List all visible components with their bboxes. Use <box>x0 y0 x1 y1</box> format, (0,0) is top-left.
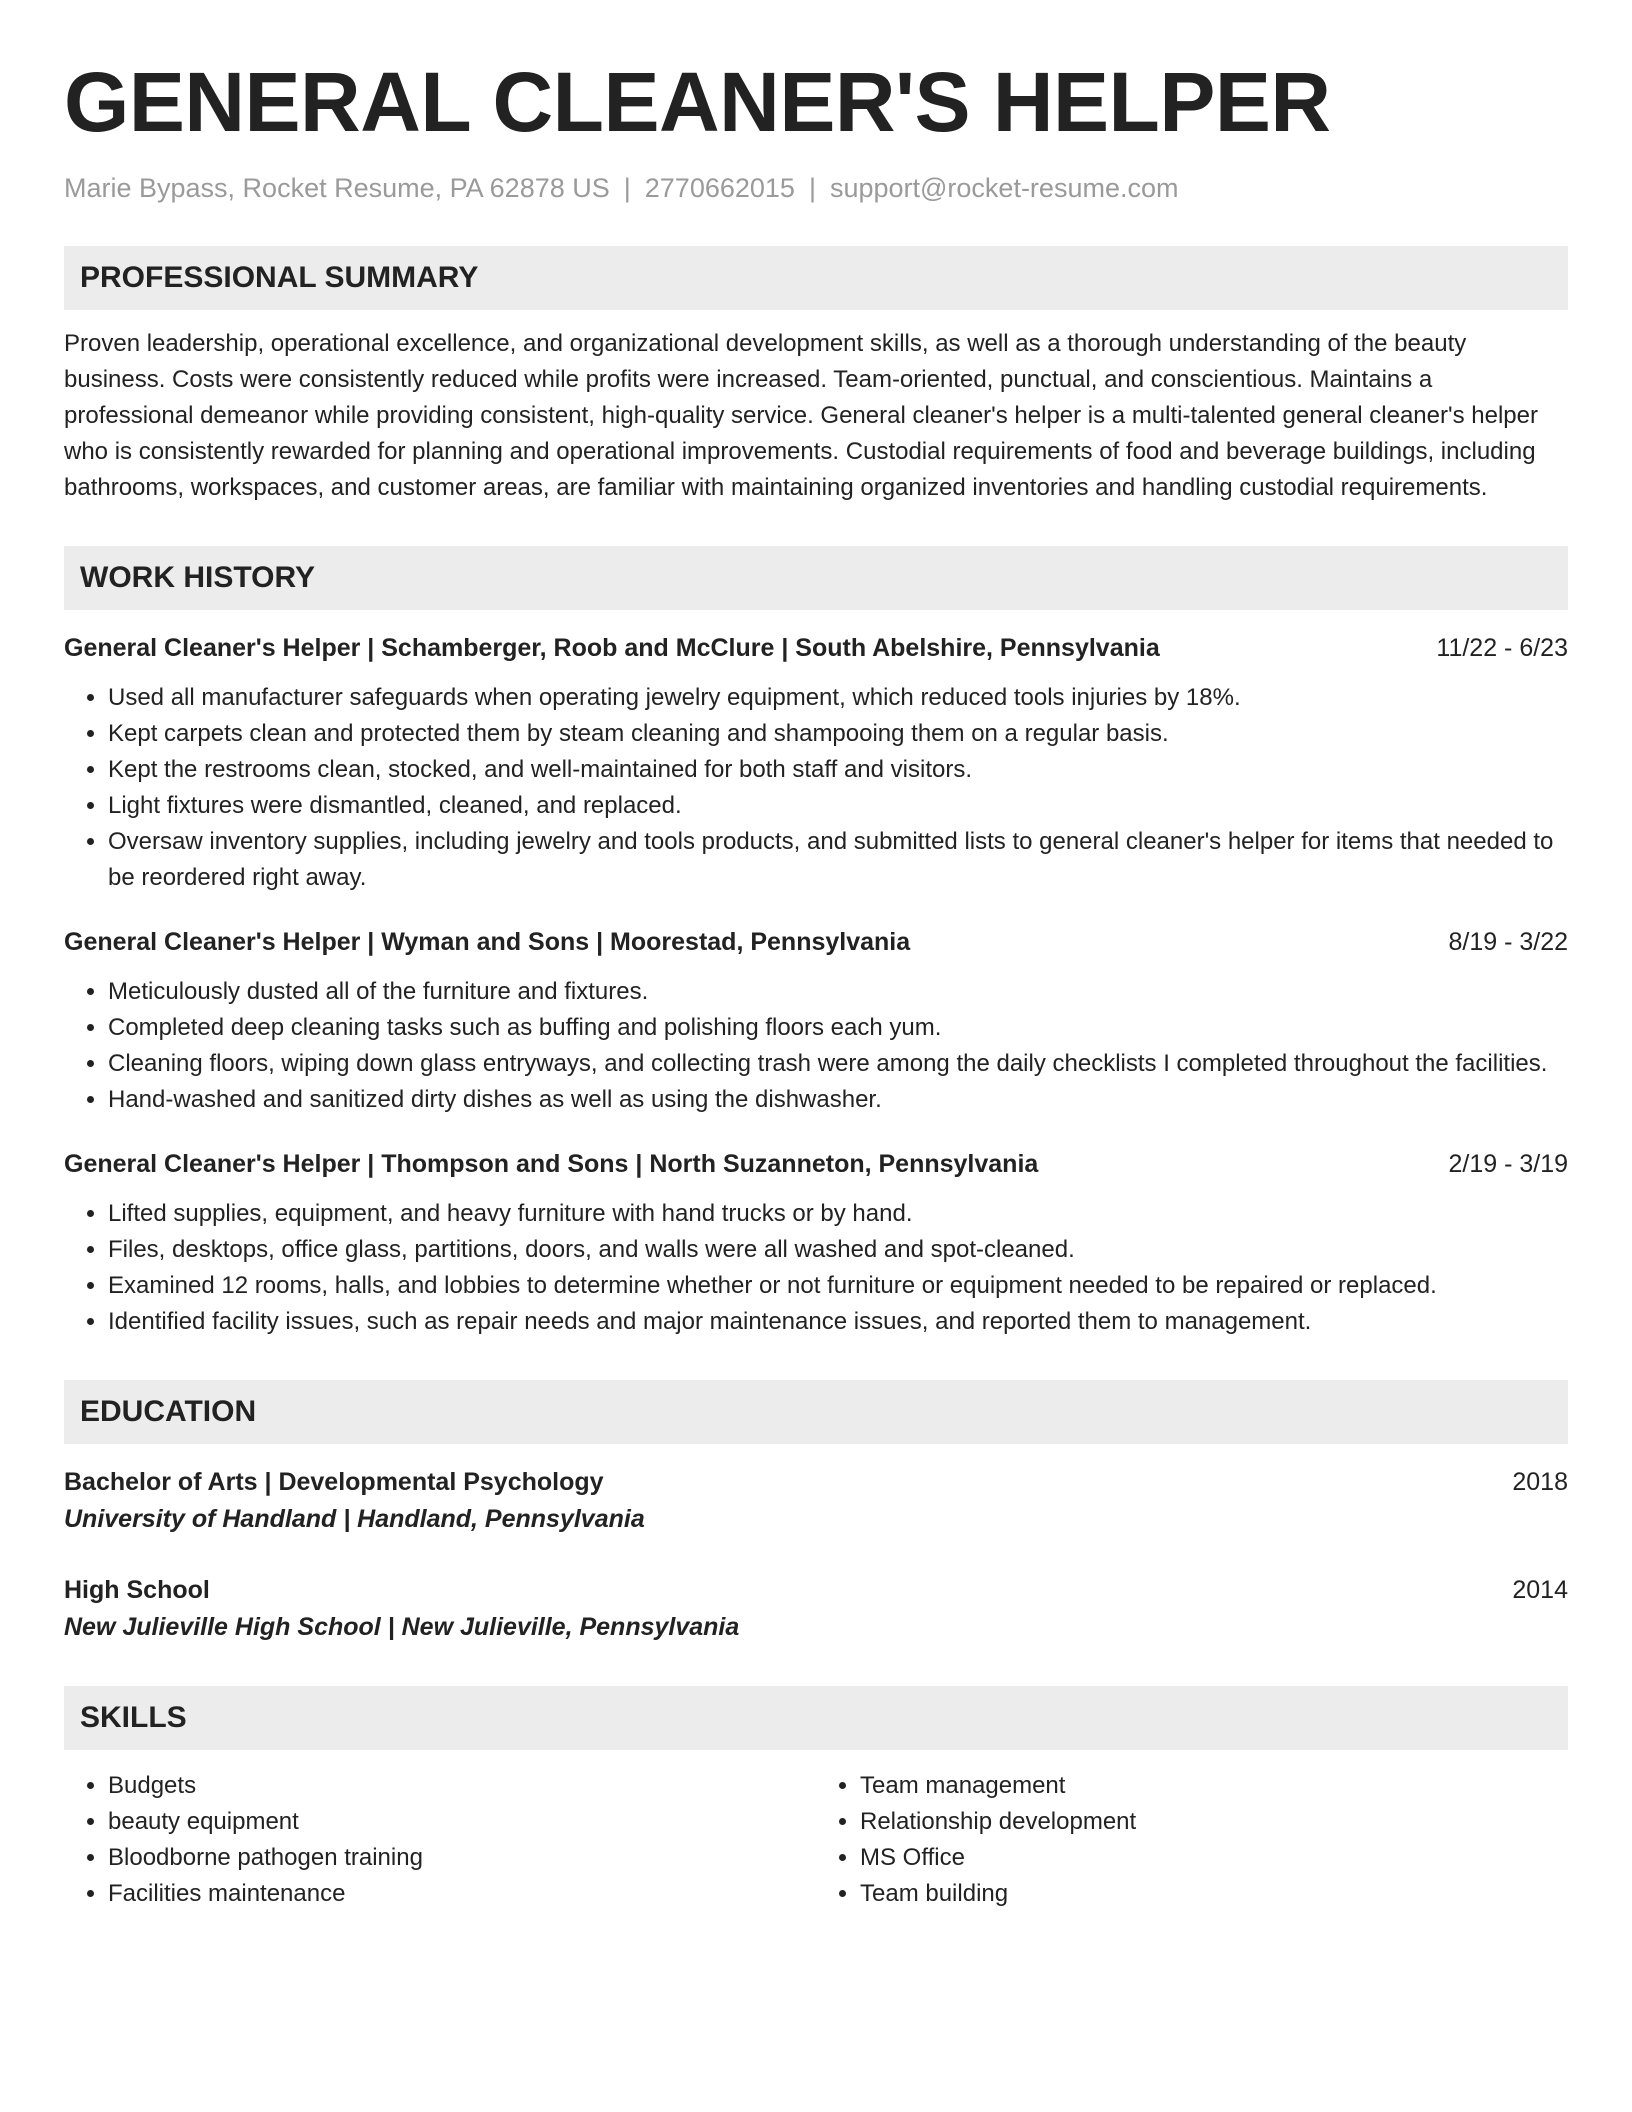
skill-item: • beauty equipment <box>108 1804 816 1840</box>
job-entry <box>64 630 1568 896</box>
job-header <box>64 1146 1568 1182</box>
job-bullet: • Used all manufacturer safeguards when operating jewelry equipment, which reduced tools injuries by 18%. <box>108 680 1568 716</box>
job-bullet: • Identified facility issues, such as repair needs and major maintenance issues, and reported them to management. <box>108 1304 1568 1340</box>
education-header <box>64 1572 1568 1608</box>
job-dates: 11/22 - 6/23 <box>1436 634 1568 662</box>
skill-item: • Team building <box>860 1876 1568 1912</box>
job-title: General Cleaner's Helper | Schamberger, Roob and McClure | South Abelshire, Pennsylvania <box>64 634 1160 662</box>
job-entry <box>64 1146 1568 1340</box>
job-entry <box>64 924 1568 1118</box>
job-bullet: • Kept the restrooms clean, stocked, and well-maintained for both staff and visitors. <box>108 752 1568 788</box>
job-bullet: • Meticulously dusted all of the furniture and fixtures. <box>108 974 1568 1010</box>
job-bullets <box>64 680 1568 896</box>
summary-text: Proven leadership, operational excellence, and organizational development skills, as well as a thorough understanding of the beauty business. Costs were consistently reduced while profits were increased. Team-oriented, punctual, and conscientious. Maintains a professional demeanor while providing consistent, high-quality service. General cleaner's helper is a multi-talented general cleaner's helper who is consistently rewarded for planning and operational improvements. Custodial requirements of food and beverage buildings, including bathrooms, workspaces, and customer areas, are familiar with maintaining organized inventories and handling custodial requirements. <box>64 330 1538 501</box>
job-bullet: • Lifted supplies, equipment, and heavy furniture with hand trucks or by hand. <box>108 1196 1568 1232</box>
education-school: University of Handland | Handland, Pennsylvania <box>64 1505 645 1533</box>
education-year: 2018 <box>1512 1468 1568 1496</box>
education-degree: High School <box>64 1576 210 1604</box>
job-bullet: • Completed deep cleaning tasks such as buffing and polishing floors each yum. <box>108 1010 1568 1046</box>
job-bullet: • Light fixtures were dismantled, cleaned, and replaced. <box>108 788 1568 824</box>
contact-email: support@rocket-resume.com <box>829 173 1179 203</box>
skills-columns <box>64 1768 1568 1912</box>
contact-phone: 2770662015 <box>644 173 795 203</box>
education-year: 2014 <box>1512 1576 1568 1604</box>
skill-item: • Budgets <box>108 1768 816 1804</box>
skill-item: • Facilities maintenance <box>108 1876 816 1912</box>
skill-item: • Relationship development <box>860 1804 1568 1840</box>
job-bullet: • Kept carpets clean and protected them by steam cleaning and shampooing them on a regular basis. <box>108 716 1568 752</box>
job-bullet: • Hand-washed and sanitized dirty dishes as well as using the dishwasher. <box>108 1082 1568 1118</box>
job-dates: 2/19 - 3/19 <box>1448 1150 1568 1178</box>
contact-separator: | <box>808 173 816 203</box>
skill-item: • MS Office <box>860 1840 1568 1876</box>
contact-separator: | <box>623 173 631 203</box>
job-header <box>64 924 1568 960</box>
job-title: General Cleaner's Helper | Wyman and Sons | Moorestad, Pennsylvania <box>64 928 911 956</box>
skill-item: • Bloodborne pathogen training <box>108 1840 816 1876</box>
skills-list-left <box>64 1768 816 1912</box>
job-header <box>64 630 1568 666</box>
skill-item: • Team management <box>860 1768 1568 1804</box>
job-bullet: • Files, desktops, office glass, partitions, doors, and walls were all washed and spot-cleaned. <box>108 1232 1568 1268</box>
contact-address: Marie Bypass, Rocket Resume, PA 62878 US <box>64 173 610 203</box>
section-header-skills: SKILLS <box>64 1686 1568 1750</box>
candidate-title: GENERAL CLEANER'S HELPER <box>64 55 1331 149</box>
job-title: General Cleaner's Helper | Thompson and Sons | North Suzanneton, Pennsylvania <box>64 1150 1039 1178</box>
skills-list-right <box>816 1768 1568 1912</box>
job-dates: 8/19 - 3/22 <box>1448 928 1568 956</box>
job-bullet: • Examined 12 rooms, halls, and lobbies to determine whether or not furniture or equipment needed to be repaired or replaced. <box>108 1268 1568 1304</box>
section-header-work-history: WORK HISTORY <box>64 546 1568 610</box>
job-bullet: • Oversaw inventory supplies, including jewelry and tools products, and submitted lists to general cleaner's helper for items that needed to be reordered right away. <box>108 824 1568 896</box>
job-bullet: • Cleaning floors, wiping down glass entryways, and collecting trash were among the daily checklists I completed throughout the facilities. <box>108 1046 1568 1082</box>
education-header <box>64 1464 1568 1500</box>
job-bullets <box>64 1196 1568 1340</box>
section-header-summary: PROFESSIONAL SUMMARY <box>64 246 1568 310</box>
contact-line <box>64 170 1568 206</box>
education-entry <box>64 1464 1568 1538</box>
education-school: New Julieville High School | New Julieville, Pennsylvania <box>64 1613 740 1641</box>
education-entry <box>64 1572 1568 1646</box>
section-header-education: EDUCATION <box>64 1380 1568 1444</box>
job-bullets <box>64 974 1568 1118</box>
education-degree: Bachelor of Arts | Developmental Psychology <box>64 1468 604 1496</box>
